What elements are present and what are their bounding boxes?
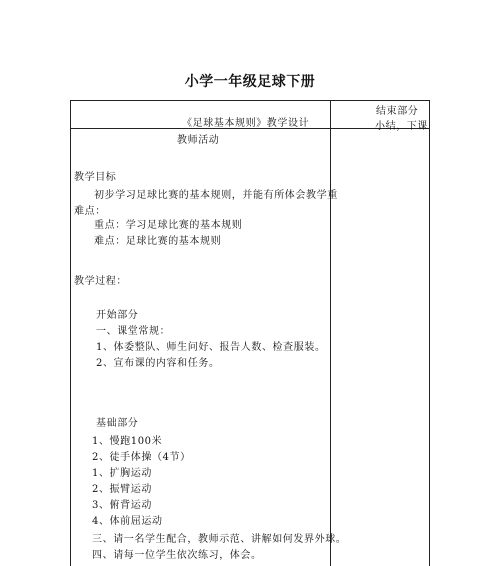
start-item: 一、课堂常规： <box>96 326 171 337</box>
table-left-border <box>70 100 71 566</box>
process-heading: 教学过程： <box>74 276 127 287</box>
start-section-heading: 开始部分 <box>96 310 139 321</box>
basic-item: 2、振臂运动 <box>92 484 152 495</box>
table-column-divider <box>330 100 331 566</box>
basic-item: 三、请一名学生配合，教师示范、讲解如何发界外球。 <box>92 534 347 545</box>
basic-item: 四、请每一位学生依次练习，体会。 <box>92 550 262 561</box>
basic-section-heading: 基础部分 <box>96 418 139 429</box>
right-header-line-1: 结束部分 <box>376 106 419 117</box>
column-title: 教师活动 <box>177 135 220 146</box>
table-right-border <box>429 100 430 566</box>
basic-item: 2、徒手体操（4节） <box>92 452 191 463</box>
goal-text-line-1: 初步学习足球比赛的基本规则，并能有所体会教学重 <box>94 190 338 201</box>
basic-item: 4、体前屈运动 <box>92 516 163 527</box>
lesson-plan-table <box>70 100 430 566</box>
basic-item: 1、扩胸运动 <box>92 468 152 479</box>
table-top-border <box>70 100 430 101</box>
key-point: 重点：学习足球比赛的基本规则 <box>94 220 243 231</box>
start-item: 1、体委整队、师生问好、报告人数、检查服装。 <box>96 342 326 353</box>
header-title: 《足球基本规则》教学设计 <box>182 118 310 129</box>
page-title: 小学一年级足球下册 <box>184 74 316 90</box>
difficult-point: 难点：足球比赛的基本规则 <box>94 236 222 247</box>
goal-heading: 教学目标 <box>74 172 117 183</box>
basic-item: 3、俯背运动 <box>92 500 152 511</box>
start-item: 2、宣布课的内容和任务。 <box>96 358 220 369</box>
right-header-line-2: 小结，下课 <box>375 121 428 132</box>
goal-text-line-2: 难点： <box>74 206 106 217</box>
basic-item: 1、慢跑100米 <box>92 436 163 447</box>
